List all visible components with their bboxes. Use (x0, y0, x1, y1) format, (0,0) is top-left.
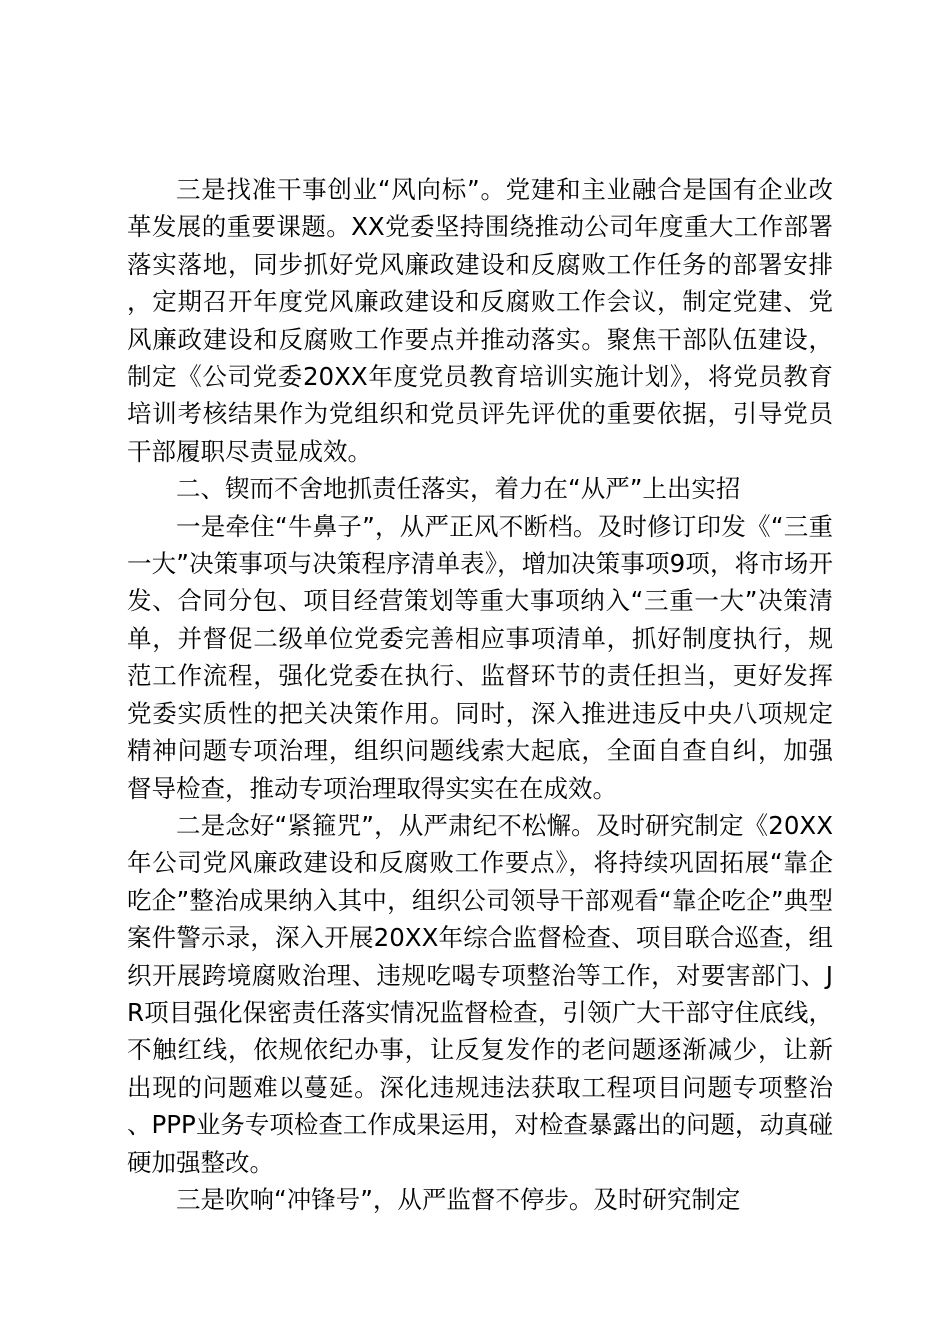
paragraph-tight-hoop: 二是念好“紧箍咒”，从严肃纪不松懈。及时研究制定《20XX年公司党风廉政建设和反腐败工作要点》，将持续巩固拓展“靠企吃企”整治成果纳入其中，组织公司领导干部观看“靠企吃企”典型案件警示录，深入开展20XX年综合监督检查、项目联合巡查，组织开展跨境腐败治理、违规吃喝专项整治等工作，对要害部门、JR项目强化保密责任落实情况监督检查，引领广大干部守住底线，不触红线，依规依纪办事，让反复发作的老问题逐渐减少，让新出现的问题难以蔓延。深化违规违法获取工程项目问题专项整治、PPP业务专项检查工作成果运用，对检查暴露出的问题，动真碰硬加强整改。 (127, 810, 833, 1177)
paragraph-ox-nose: 一是牵住“牛鼻子”，从严正风不断档。及时修订印发《“三重一大”决策事项与决策程序清单表》，增加决策事项9项，将市场开发、合同分包、项目经营策划等重大事项纳入“三重一大”决策清单，并督促二级单位党委完善相应事项清单，抓好制度执行，规范工作流程，强化党委在执行、监督环节的责任担当，更好发挥党委实质性的把关决策作用。同时，深入推进违反中央八项规定精神问题专项治理，组织问题线索大起底，全面自查自纠，加强督导检查，推动专项治理取得实实在在成效。 (127, 511, 833, 803)
paragraph-weathervane: 三是找准干事创业“风向标”。党建和主业融合是国有企业改革发展的重要课题。XX党委坚持围绕推动公司年度重大工作部署落实落地，同步抓好党风廉政建设和反腐败工作任务的部署安排，定期召开年度党风廉政建设和反腐败工作会议，制定党建、党风廉政建设和反腐败工作要点并推动落实。聚焦干部队伍建设，制定《公司党委20XX年度党员教育培训实施计划》，将党员教育培训考核结果作为党组织和党员评先评优的重要依据，引导党员干部履职尽责显成效。 (127, 175, 833, 466)
section-heading-2: 二、锲而不舍地抓责任落实，着力在“从严”上出实招 (176, 474, 741, 504)
document-body (127, 171, 833, 1218)
paragraph-bugle-call: 三是吹响“冲锋号”，从严监督不停步。及时研究制定 (176, 1184, 741, 1214)
